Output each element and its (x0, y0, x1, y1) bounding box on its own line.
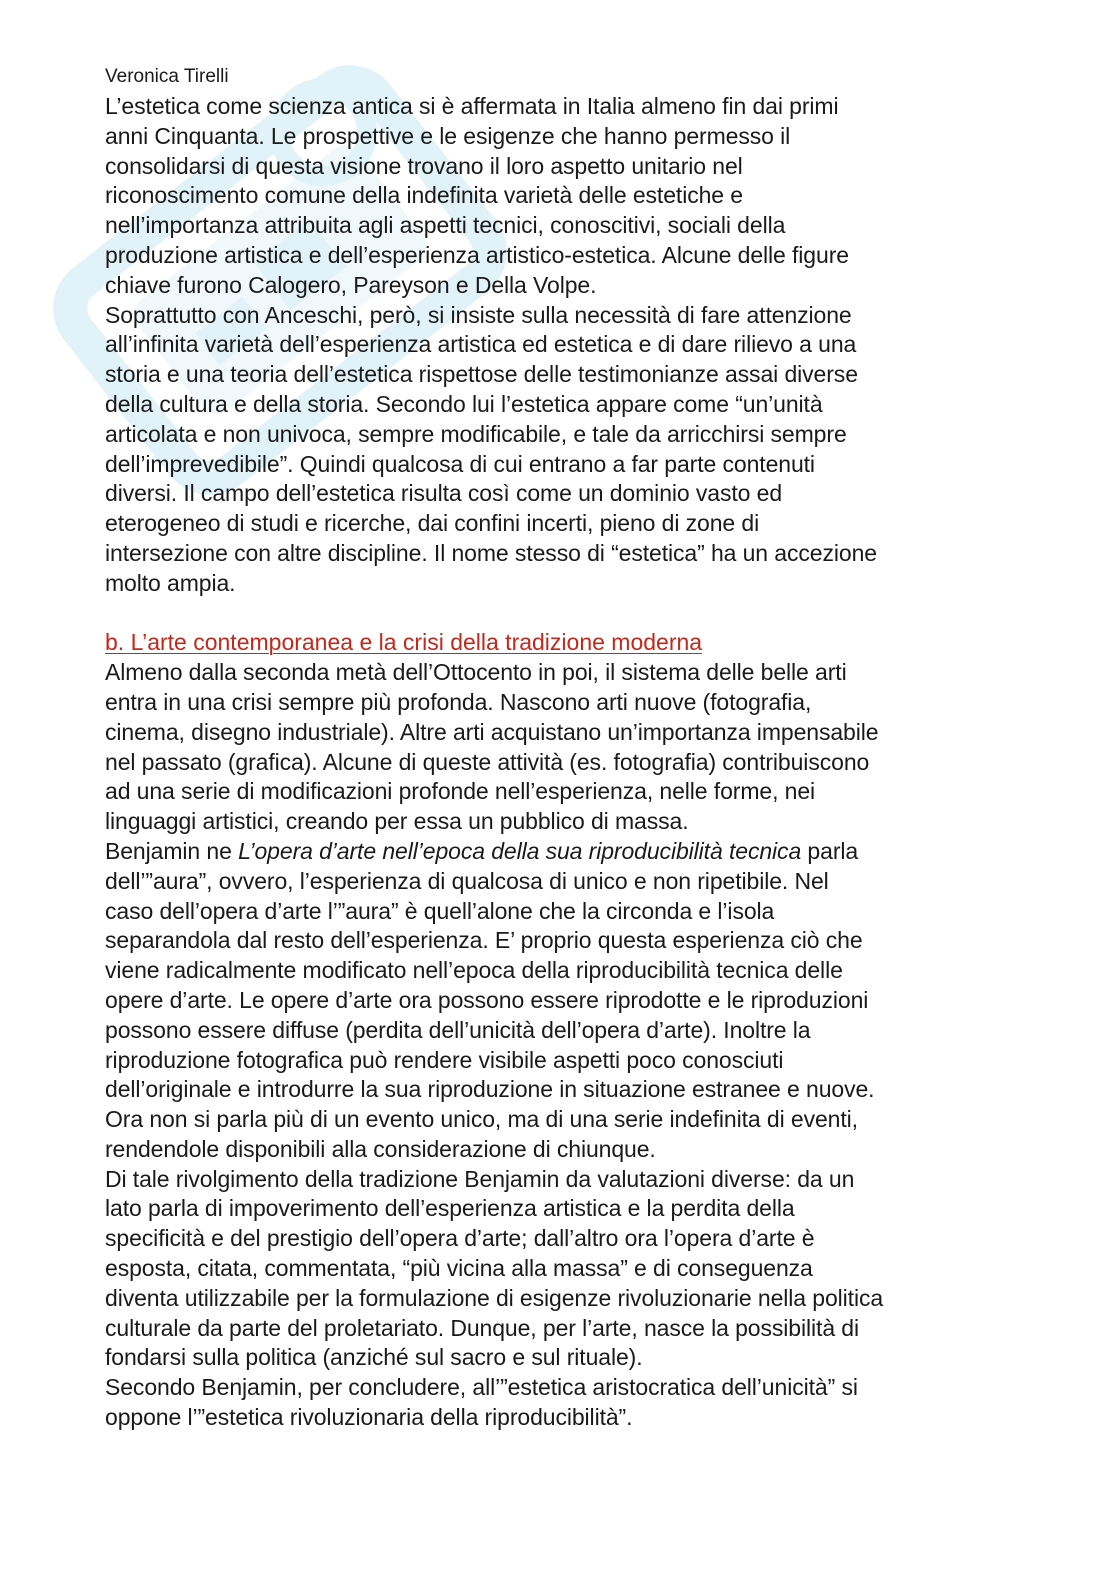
paragraph-2-prefix: Benjamin ne (105, 837, 239, 864)
paragraph-2-body: parla dell’”aura”, ovvero, l’esperienza di qualcosa di unico e non ripetibile. Nel caso dell’opera d’arte l’”aura” è quell’alone che la circonda e l’isola separandola dal resto dell’esperienza. E’ proprio questa esperienza ciò che viene radicalmente modificato nell’epoca della riproducibilità tecnica delle opere d’arte. Le opere d’arte ora possono essere riprodotte e le riproduzioni possono essere diffuse (perdita dell’unicità dell’opera d’arte). Inoltre la riproduzione fotografica può rendere visibile aspetti poco conosciuti dell’originale e introdurre la sua riproduzione in situazione estranee e nuove. Ora non si parla più di un evento unico, ma di una serie indefinita di eventi, rendendole disponibili alla considerazione di chiunque. (105, 837, 875, 1162)
document-page (105, 62, 1015, 1433)
book-title: L’opera d’arte nell’epoca della sua riproducibilità tecnica (238, 837, 802, 864)
section-b-paragraph-2 (105, 837, 1015, 1165)
section-b-heading: b. L’arte contemporanea e la crisi della tradizione moderna (105, 629, 703, 656)
section-b-paragraph-3: Di tale rivolgimento della tradizione Benjamin da valutazioni diverse: da un lato parla di impoverimento dell’esperienza artistica e la perdita della specificità e del prestigio dell’opera d’arte; dall’altro ora l’opera d’arte è esposta, citata, commentata, “più vicina alla massa” e di conseguenza diventa utilizzabile per la formulazione di esigenze rivoluzionarie nella politica culturale da parte del proletariato. Dunque, per l’arte, nasce la possibilità di fondarsi sulla politica (anziché sul sacro e sul rituale). (105, 1165, 884, 1371)
intro-paragraph-1: L’estetica come scienza antica si è affermata in Italia almeno fin dai primi anni Cinquanta. Le prospettive e le esigenze che hanno permesso il consolidarsi di questa visione trovano il loro aspetto unitario nel riconoscimento comune della indefinita varietà delle estetiche e nell’importanza attribuita agli aspetti tecnici, conoscitivi, sociali della produzione artistica e dell’esperienza artistico-estetica. Alcune delle figure chiave furono Calogero, Pareyson e Della Volpe. (105, 93, 849, 298)
author-name: Veronica Tirelli (105, 66, 229, 87)
section-b-paragraph-1: Almeno dalla seconda metà dell’Ottocento in poi, il sistema delle belle arti entra in una crisi sempre più profonda. Nascono arti nuove (fotografia, cinema, disegno industriale). Altre arti acquistano un’importanza impensabile nel passato (grafica). Alcune di queste attività (es. fotografia) contribuiscono ad una serie di modificazioni profonde nell’esperienza, nelle forme, nei linguaggi artistici, creando per essa un pubblico di massa. (105, 659, 879, 835)
intro-paragraph-2: Soprattutto con Anceschi, però, si insiste sulla necessità di fare attenzione all’infinita varietà dell’esperienza artistica ed estetica e di dare rilievo a una storia e una teoria dell’estetica rispettose delle testimonianze assai diverse della cultura e della storia. Secondo lui l’estetica appare come “un’unità articolata e non univoca, sempre modificabile, e tale da arricchirsi sempre dell’imprevedibile”. Quindi qualcosa di cui entrano a far parte contenuti diversi. Il campo dell’estetica risulta così come un dominio vasto ed eterogeneo di studi e ricerche, dai confini incerti, pieno di zone di intersezione con altre discipline. Il nome stesso di “estetica” ha un accezione molto ampia. (105, 301, 877, 596)
section-b-paragraph-4: Secondo Benjamin, per concludere, all’”estetica aristocratica dell’unicità” si oppone l’”estetica rivoluzionaria della riproducibilità”. (105, 1374, 858, 1431)
